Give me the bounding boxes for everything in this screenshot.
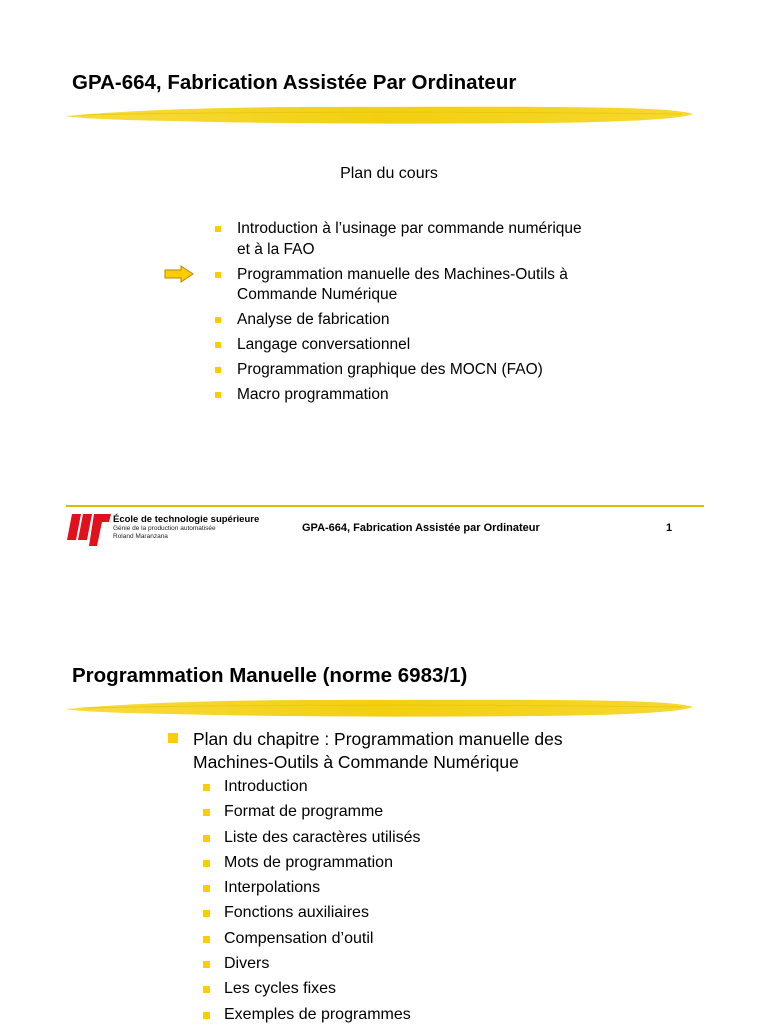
list-item-label: Compensation d’outil <box>224 929 374 947</box>
list-item <box>215 219 585 260</box>
author-name: Roland Maranzana <box>113 533 168 540</box>
footer-school-info <box>113 514 259 541</box>
list-item <box>215 385 585 406</box>
footer-rule <box>66 505 704 507</box>
list-item <box>203 853 421 873</box>
list-item-label: Mots de programmation <box>224 853 393 871</box>
square-bullet-icon <box>203 860 210 867</box>
square-bullet-icon <box>203 986 210 993</box>
list-item-label: Fonctions auxiliaires <box>224 904 369 922</box>
slide-title: GPA-664, Fabrication Assistée Par Ordinateur <box>72 71 517 94</box>
square-bullet-icon <box>215 342 221 348</box>
list-item <box>203 1005 421 1025</box>
list-item <box>203 979 421 999</box>
square-bullet-icon <box>168 733 178 743</box>
list-item-label: Introduction à l’usinage par commande numérique et à la FAO <box>237 220 582 258</box>
square-bullet-icon <box>203 961 210 968</box>
square-bullet-icon <box>215 226 221 232</box>
list-item <box>203 878 421 898</box>
list-item-current <box>215 265 585 306</box>
chapter-plan-label: Plan du chapitre : Programmation manuelle des Machines-Outils à Commande Numérique <box>193 729 563 772</box>
square-bullet-icon <box>203 809 210 816</box>
list-item <box>203 828 421 848</box>
square-bullet-icon <box>215 317 221 323</box>
list-item-label: Liste des caractères utilisés <box>224 828 421 846</box>
square-bullet-icon <box>215 367 221 373</box>
list-item-label: Macro programmation <box>237 386 389 403</box>
list-item <box>215 335 585 356</box>
school-name: École de technologie supérieure <box>113 514 260 525</box>
square-bullet-icon <box>203 910 210 917</box>
list-item <box>203 802 421 822</box>
square-bullet-icon <box>203 885 210 892</box>
list-item-label: Les cycles fixes <box>224 980 337 998</box>
department-name: Génie de la production automatisée <box>113 525 216 532</box>
list-item-label: Langage conversationnel <box>237 336 411 353</box>
list-item-label: Format de programme <box>224 803 384 821</box>
list-item-label: Introduction <box>224 778 308 795</box>
ets-logo-icon <box>66 514 112 546</box>
list-item-label: Programmation manuelle des Machines-Outils à Commande Numérique <box>237 265 568 303</box>
title-underline-stroke <box>62 697 696 719</box>
square-bullet-icon <box>203 835 210 842</box>
list-item-label: Divers <box>224 955 270 973</box>
slide-subtitle: Plan du cours <box>340 165 438 182</box>
title-underline-stroke <box>62 104 696 126</box>
square-bullet-icon <box>215 392 221 398</box>
list-item-label: Programmation graphique des MOCN (FAO) <box>237 361 543 378</box>
list-item-label: Exemples de programmes <box>224 1005 411 1023</box>
list-item-label: Analyse de fabrication <box>237 311 390 328</box>
square-bullet-icon <box>215 272 221 278</box>
list-item <box>215 310 585 331</box>
list-item <box>203 954 421 974</box>
chapter-plan-item <box>168 728 628 774</box>
list-item <box>203 777 421 797</box>
list-item <box>203 903 421 923</box>
footer-course-title: GPA-664, Fabrication Assistée par Ordinateur <box>302 522 540 534</box>
list-item-label: Interpolations <box>224 879 321 897</box>
course-outline-list <box>215 219 585 410</box>
arrow-right-icon <box>164 265 194 283</box>
chapter-outline-list <box>203 777 421 1030</box>
square-bullet-icon <box>203 784 210 791</box>
list-item <box>203 929 421 949</box>
square-bullet-icon <box>203 1012 210 1019</box>
slide-title: Programmation Manuelle (norme 6983/1) <box>72 664 468 687</box>
square-bullet-icon <box>203 936 210 943</box>
list-item <box>215 360 585 381</box>
page-number: 1 <box>666 522 673 534</box>
